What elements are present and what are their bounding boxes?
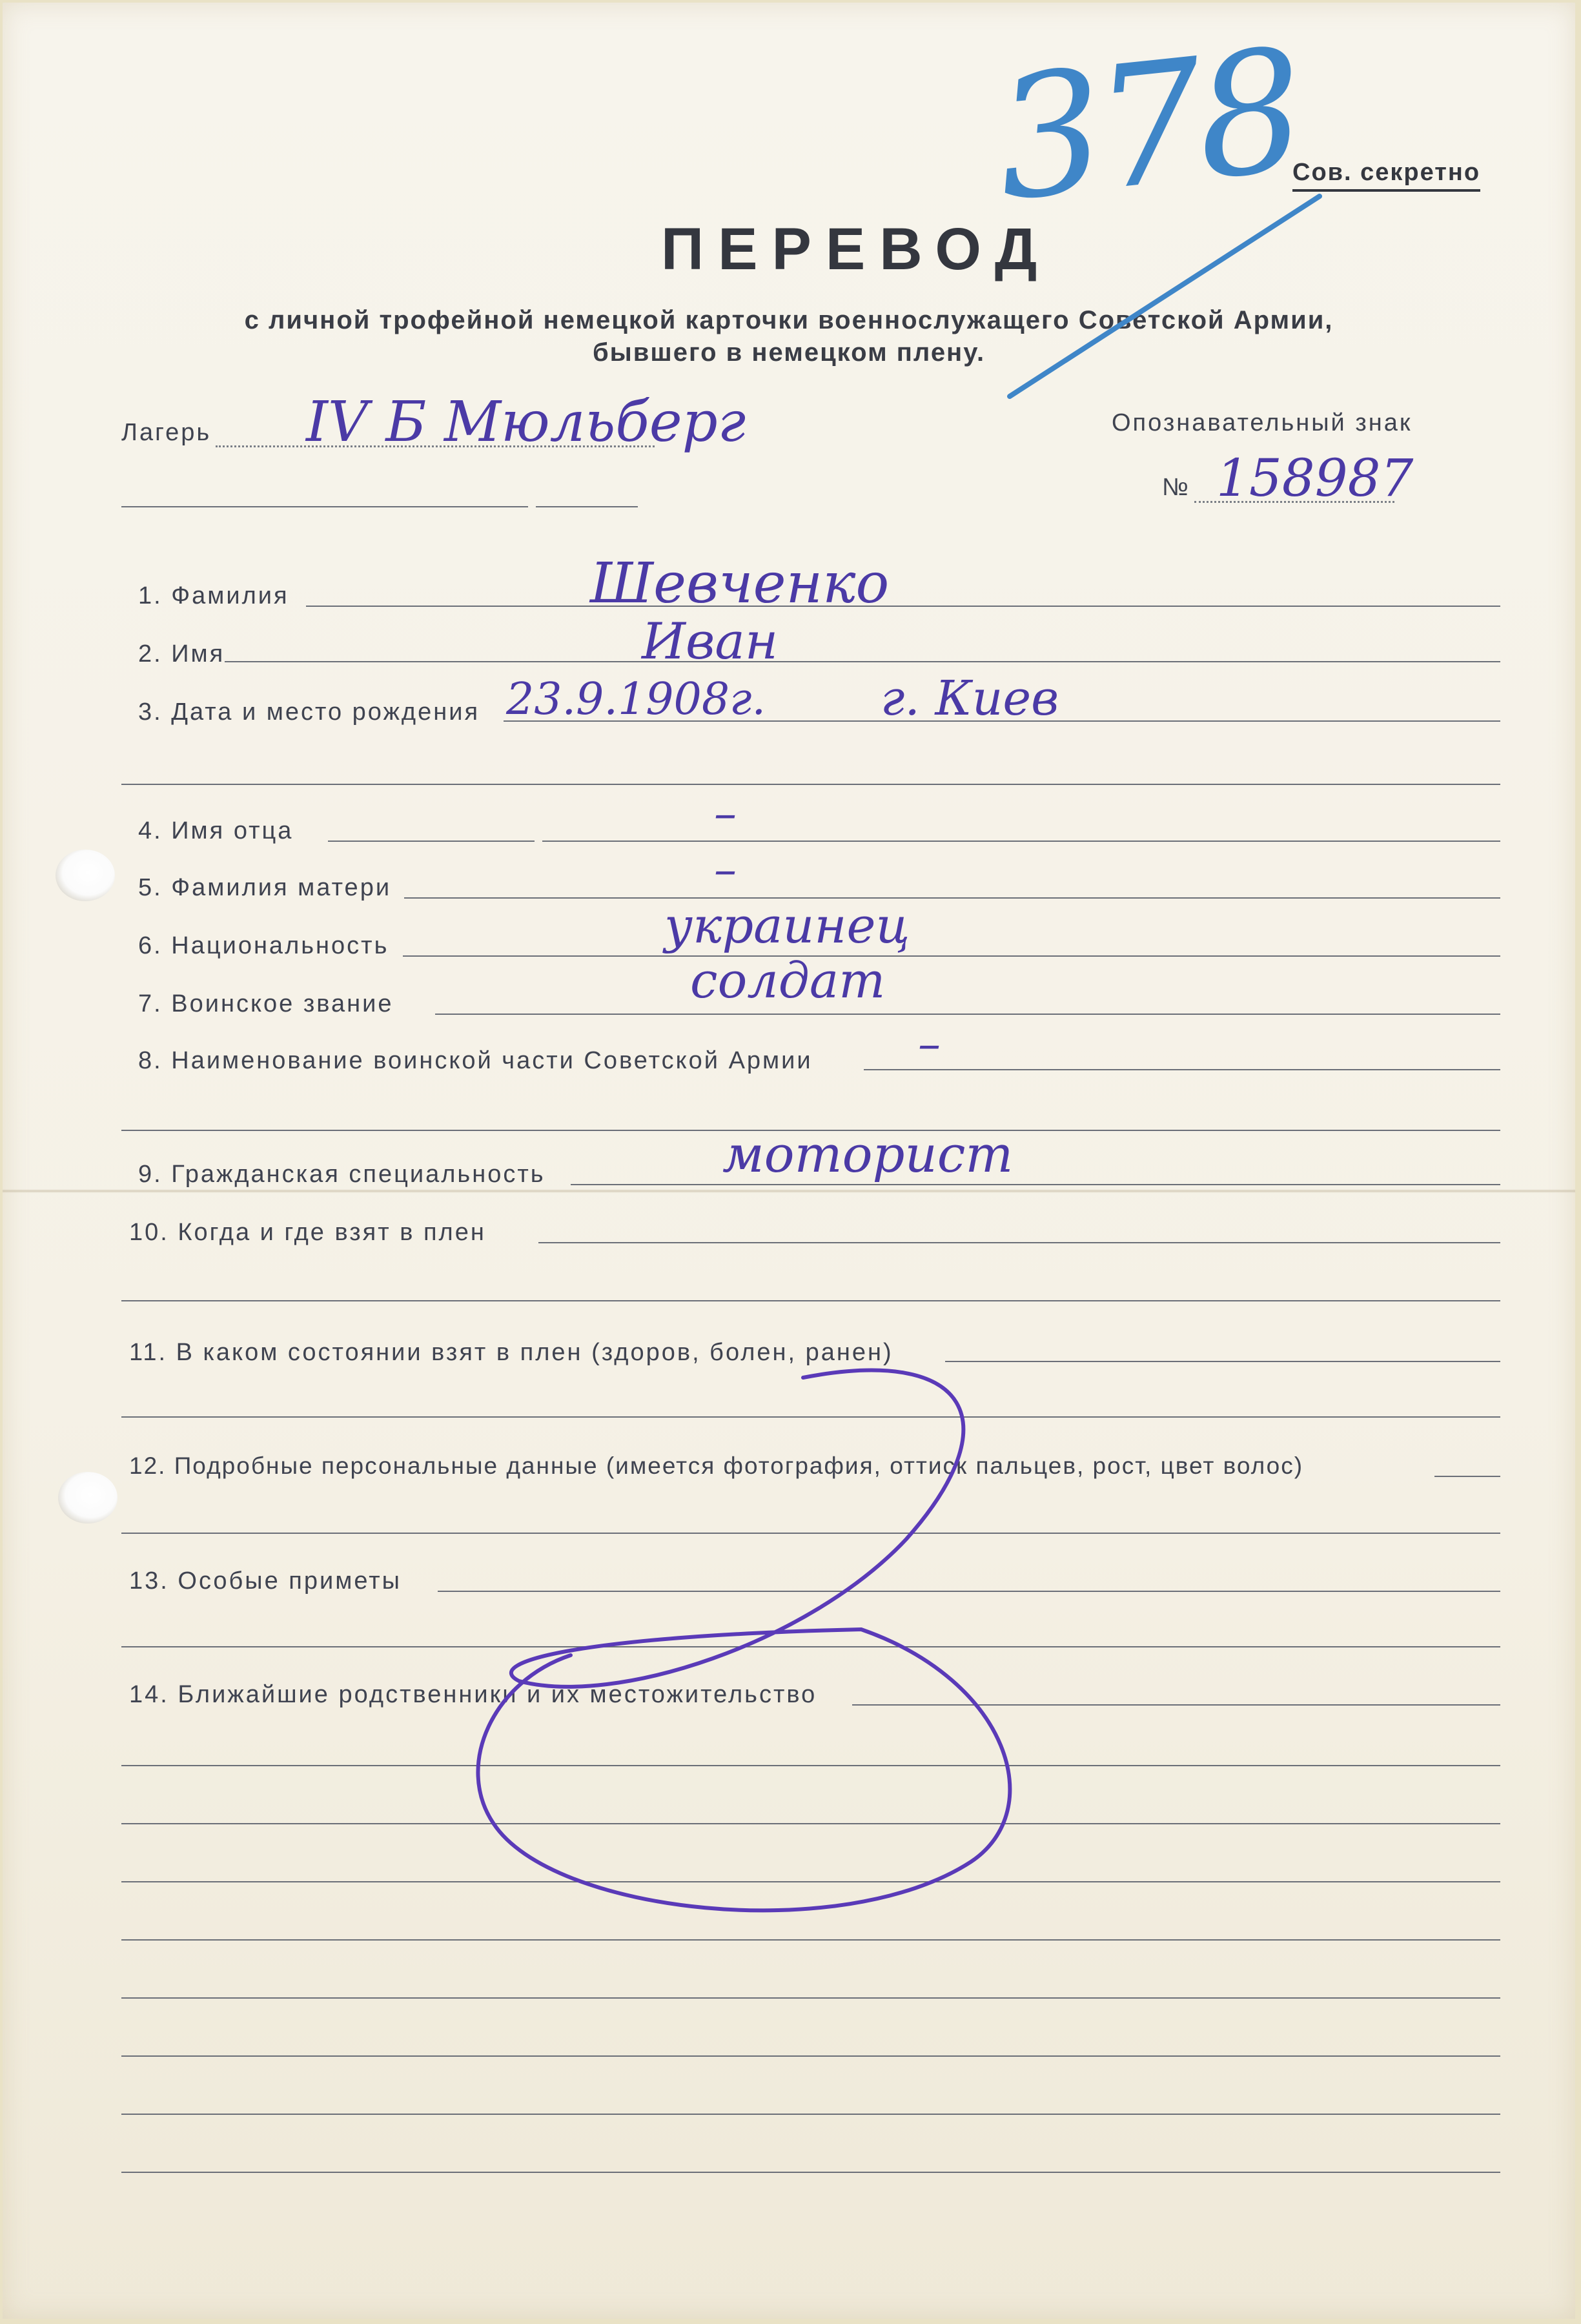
field-surname-label: 1. Фамилия xyxy=(138,582,289,609)
field-mother-label: 5. Фамилия матери xyxy=(138,874,392,901)
document-subtitle-line2: бывшего в немецком плену. xyxy=(592,338,986,367)
id-tag-value: 158987 xyxy=(1216,448,1414,508)
field-rank-value: солдат xyxy=(690,952,886,1009)
field-name-value: Иван xyxy=(642,613,779,671)
archive-number: 378 xyxy=(987,13,1307,239)
field-nationality-value: украинец xyxy=(664,897,910,954)
id-tag-label: Опознавательный знак xyxy=(1112,409,1413,436)
field-profession-value: моторист xyxy=(722,1126,1014,1184)
handwritten-marks xyxy=(3,3,1575,2319)
field-rank-label: 7. Воинское звание xyxy=(138,990,394,1017)
purple-z-strike xyxy=(478,1371,1010,1911)
field-marks-label: 13. Особые приметы xyxy=(129,1567,402,1595)
id-tag-prefix: № xyxy=(1162,474,1190,501)
field-father-value: – xyxy=(714,787,737,840)
field-name-label: 2. Имя xyxy=(138,640,225,668)
field-condition-label: 11. В каком состоянии взят в плен (здоров, болен, ранен) xyxy=(129,1339,893,1366)
document-sheet xyxy=(3,3,1575,2319)
field-birth-place: г. Киев xyxy=(881,671,1059,726)
document-subtitle-line1: с личной трофейной немецкой карточки военнослужащего Советской Армии, xyxy=(244,306,1334,334)
field-capture-label: 10. Когда и где взят в плен xyxy=(129,1219,486,1246)
blue-pencil-strike xyxy=(1010,196,1320,396)
field-mother-value: – xyxy=(714,843,737,896)
field-personal-label: 12. Подробные персональные данные (имеется фотография, оттиск пальцев, рост, цвет волос) xyxy=(129,1452,1304,1479)
field-profession-label: 9. Гражданская специальность xyxy=(138,1161,546,1188)
field-relatives-label: 14. Ближайшие родственники и их местожительство xyxy=(129,1681,817,1708)
classification-label: Сов. секретно xyxy=(1292,159,1480,192)
field-father-label: 4. Имя отца xyxy=(138,817,294,844)
field-surname-value: Шевченко xyxy=(590,551,890,616)
field-birth-date: 23.9.1908г. xyxy=(506,674,766,725)
camp-value: IV Б Мюльберг xyxy=(306,390,746,454)
field-unit-value: – xyxy=(918,1017,941,1070)
field-nationality-label: 6. Национальность xyxy=(138,932,389,959)
field-birth-label: 3. Дата и место рождения xyxy=(138,698,480,726)
field-unit-label: 8. Наименование воинской части Советской Армии xyxy=(138,1047,813,1074)
document-title: ПЕРЕВОД xyxy=(661,216,1052,282)
camp-label: Лагерь xyxy=(121,419,212,446)
